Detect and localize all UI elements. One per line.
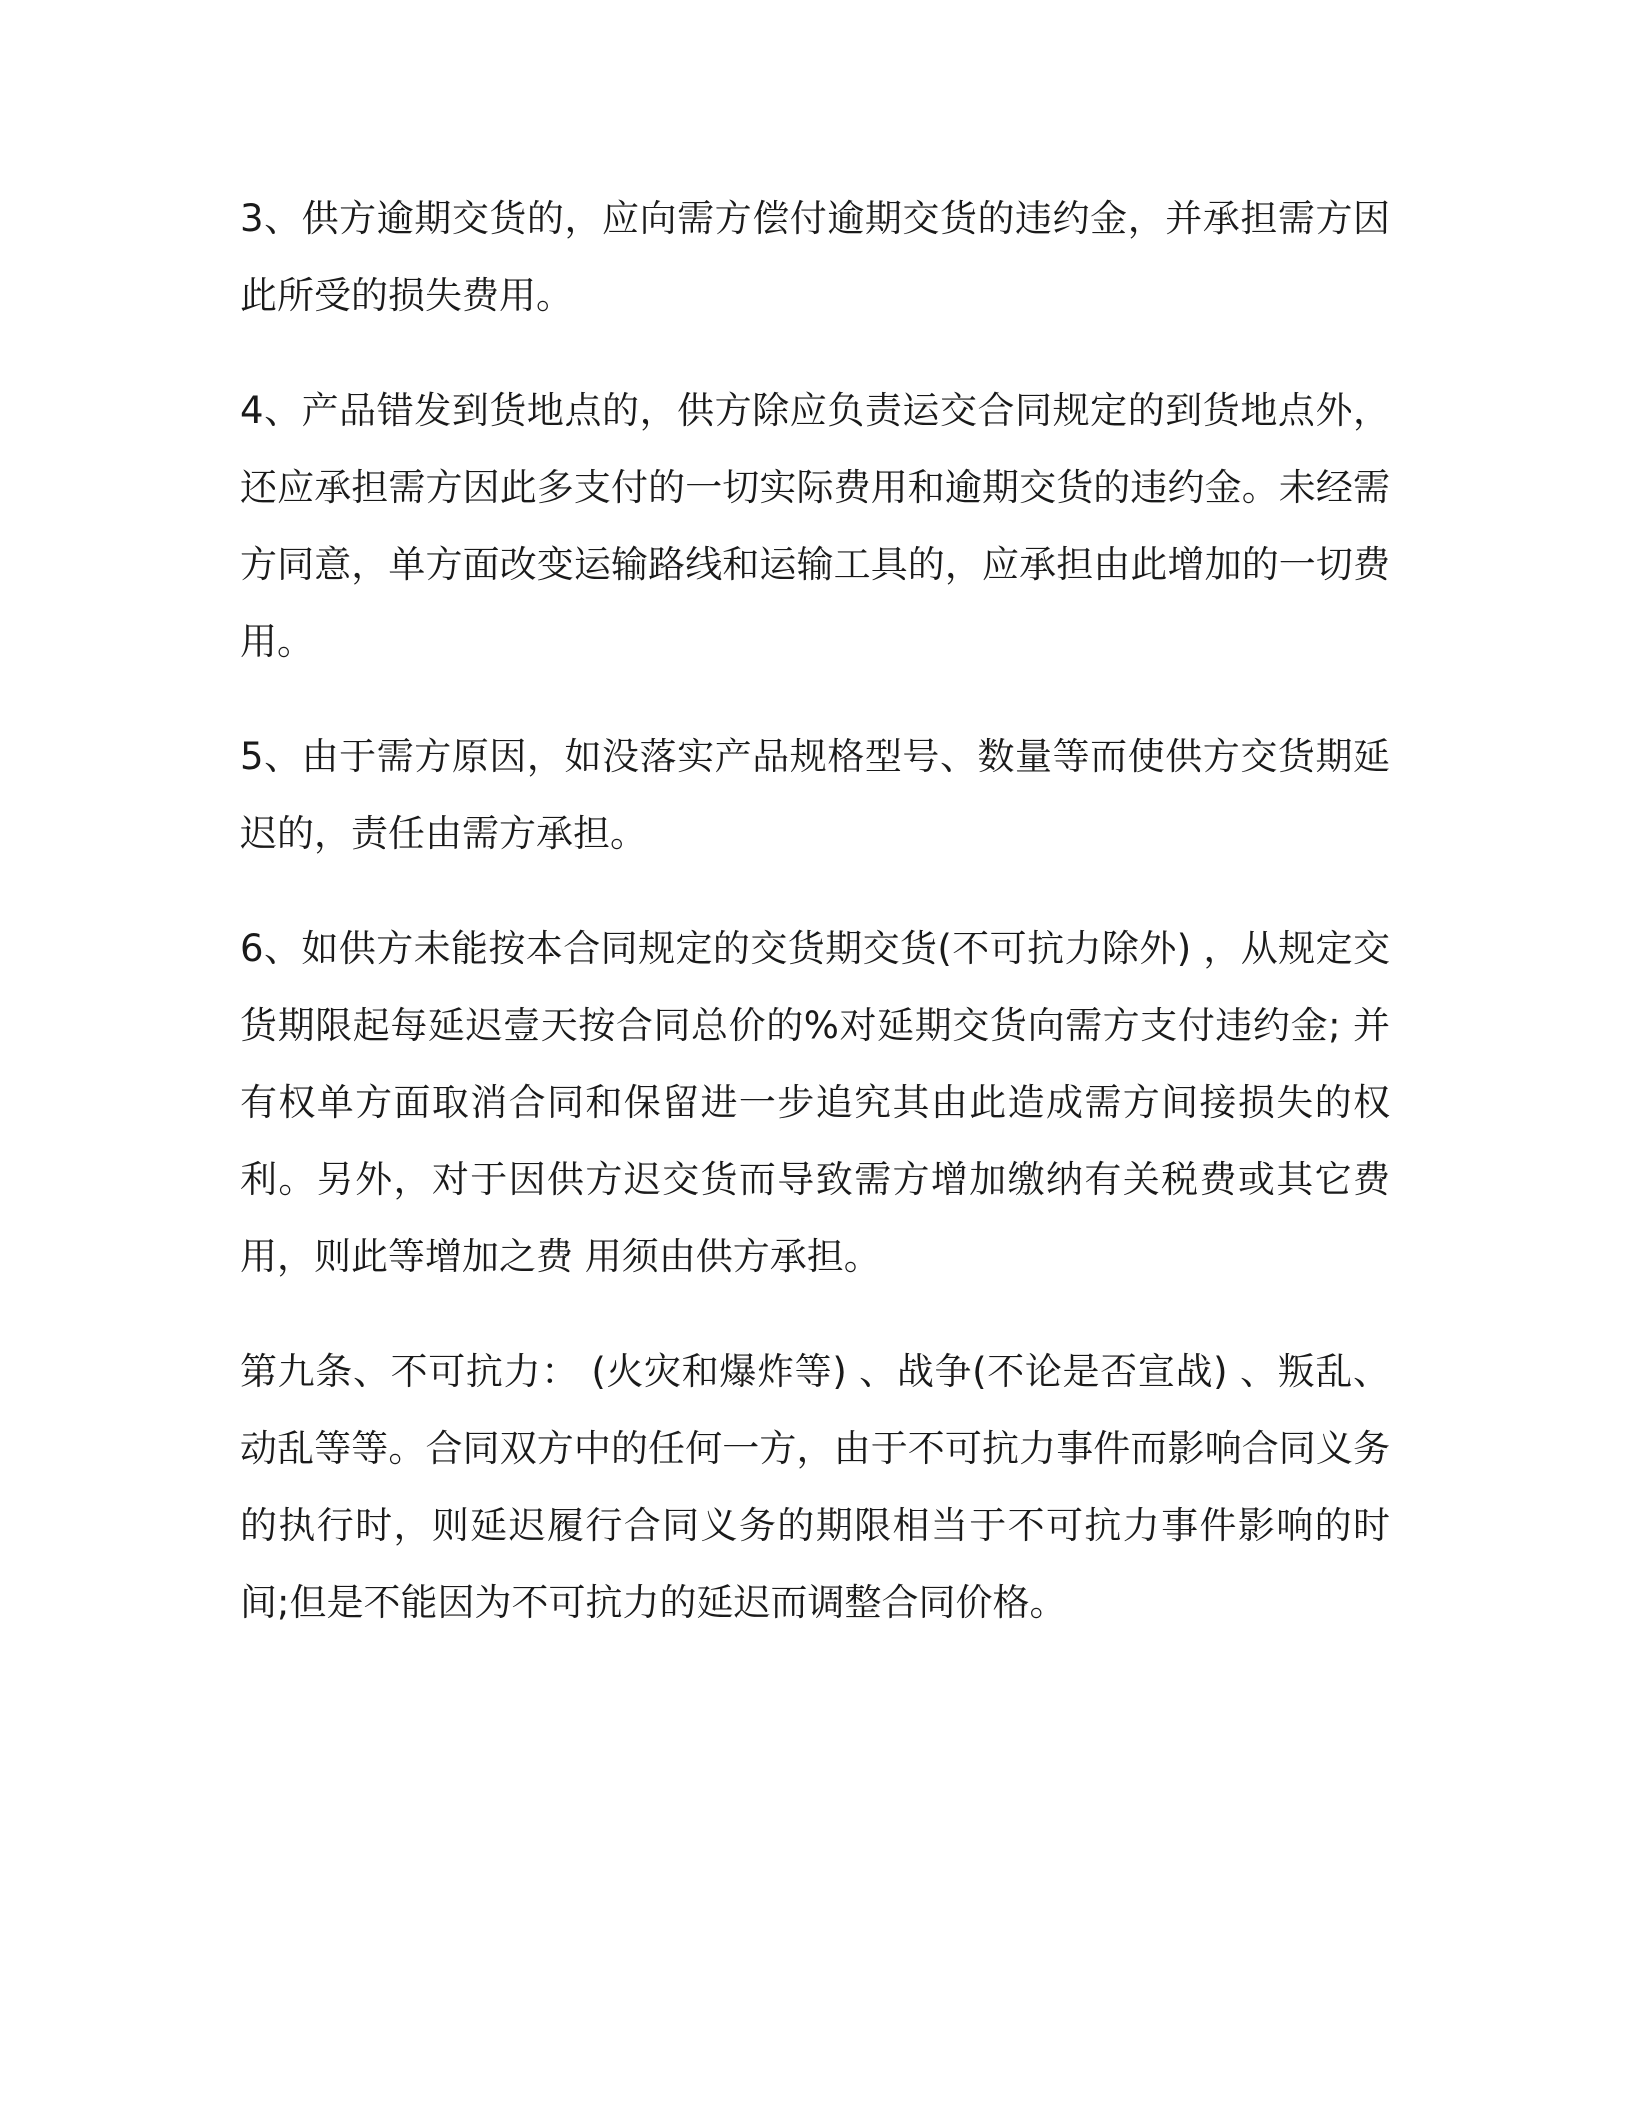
document-body <box>240 180 1390 1641</box>
clause-6-paragraph: 6、如供方未能按本合同规定的交货期交货(不可抗力除外) ，从规定交货期限起每延迟壹天按合同总价的%对延期交货向需方支付违约金; 并有权单方面取消合同和保留进一步追究其由此造成需方间接损失的权利。另外，对于因供方迟交货而导致需方增加缴纳有关税费或其它费用，则此等增加之费 用须由供方承担。 <box>240 927 1390 1278</box>
clause-3-paragraph: 3、供方逾期交货的，应向需方偿付逾期交货的违约金，并承担需方因此所受的损失费用。 <box>240 197 1390 317</box>
article-9-force-majeure-paragraph: 第九条、不可抗力： (火灾和爆炸等) 、战争(不论是否宣战) 、叛乱、动乱等等。合同双方中的任何一方，由于不可抗力事件而影响合同义务的执行时，则延迟履行合同义务的期限相当于不可抗力事件影响的时间;但是不能因为不可抗力的延迟而调整合同价格。 <box>240 1350 1390 1624</box>
clause-4-paragraph: 4、产品错发到货地点的，供方除应负责运交合同规定的到货地点外，还应承担需方因此多支付的一切实际费用和逾期交货的违约金。未经需方同意，单方面改变运输路线和运输工具的，应承担由此增加的一切费用。 <box>240 389 1390 663</box>
clause-5-paragraph: 5、由于需方原因，如没落实产品规格型号、数量等而使供方交货期延迟的，责任由需方承担。 <box>240 735 1390 855</box>
